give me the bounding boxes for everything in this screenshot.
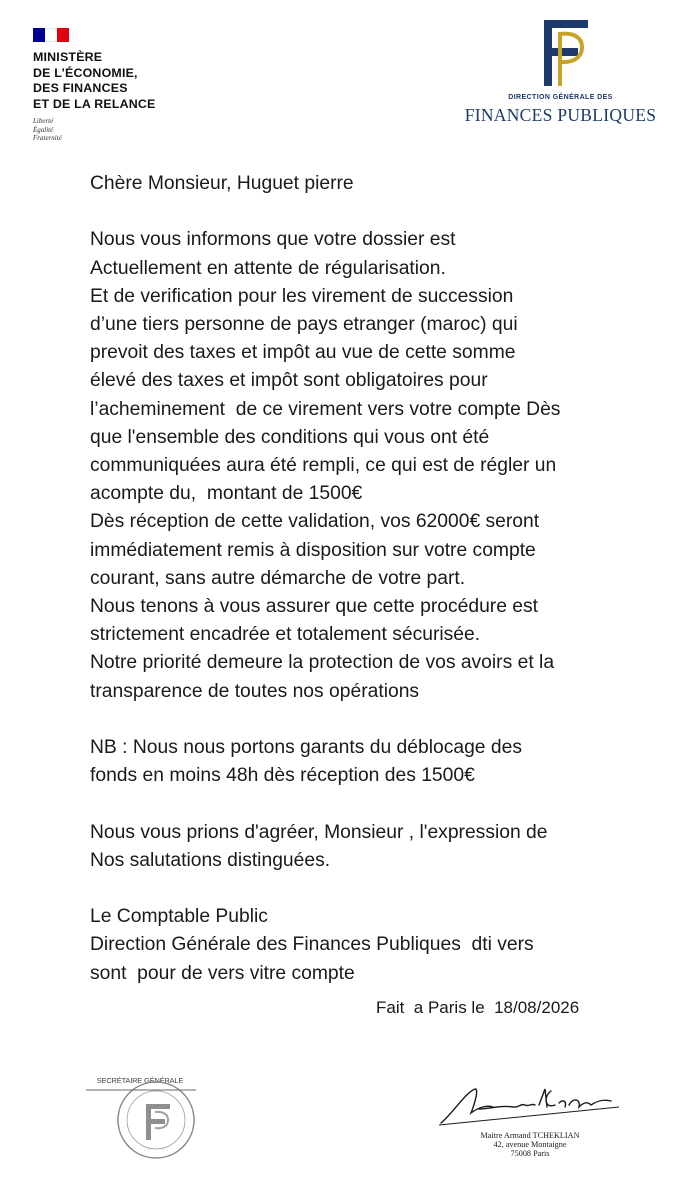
dgfip-title: FINANCES PUBLIQUES	[464, 105, 657, 125]
body-line: élevé des taxes et impôt sont obligatoires pour	[90, 370, 488, 392]
date-line: Fait a Paris le 18/08/2026	[376, 998, 580, 1017]
address-line: 75008 Paris	[510, 1149, 550, 1158]
body-line: Notre priorité demeure la protection de vos avoirs et la	[90, 652, 555, 674]
salutation: Chère Monsieur, Huguet pierre	[90, 173, 354, 194]
body-line: Dès réception de cette validation, vos 62000€ seront	[90, 511, 540, 533]
stamp-seal-icon	[84, 1068, 202, 1168]
signature-block	[435, 1083, 625, 1173]
letter-body	[90, 170, 665, 988]
signoff-line: sont pour de vers vitre compte	[90, 962, 355, 984]
body-line: communiquées aura été rempli, ce qui est de régler un	[90, 455, 557, 477]
motto-line: Liberté	[33, 117, 54, 125]
body-line: Nous tenons à vous assurer que cette procédure est	[90, 596, 539, 618]
body-line: prevoit des taxes et impôt au vue de cette somme	[90, 342, 516, 364]
address-line: 42, avenue Montaigne	[493, 1140, 567, 1149]
body-line: strictement encadrée et totalement sécurisée.	[90, 624, 481, 646]
official-stamp	[84, 1068, 202, 1168]
handwritten-signature	[435, 1083, 625, 1131]
ministry-name	[33, 50, 156, 112]
republic-motto	[33, 117, 156, 143]
ministry-line: ET DE LA RELANCE	[33, 96, 156, 111]
dgfip-subtitle: DIRECTION GÉNÉRALE DES	[508, 94, 613, 101]
nb-line: NB : Nous nous portons garants du déblocage des	[90, 737, 522, 759]
closing-line: Nous vous prions d'agréer, Monsieur , l'expression de	[90, 821, 548, 843]
body-line: l’acheminement de ce virement vers votre compte Dès	[90, 398, 561, 420]
address-line: Maitre Armand TCHEKLIAN	[480, 1131, 580, 1140]
signatory-address	[435, 1131, 625, 1158]
marianne-flag-icon	[33, 28, 69, 42]
closing-line: Nos salutations distinguées.	[90, 849, 331, 871]
body-line: Et de verification pour les virement de succession	[90, 285, 514, 307]
paragraph-gap	[90, 706, 665, 734]
ministry-logo	[33, 28, 156, 143]
ministry-line: MINISTÈRE	[33, 50, 103, 64]
signoff-line: Direction Générale des Finances Publiques dti vers	[90, 934, 534, 956]
body-line: Actuellement en attente de régularisation.	[90, 257, 446, 279]
body-line: Nous vous informons que votre dossier est	[90, 229, 456, 251]
paragraph-gap	[90, 875, 665, 903]
flag-red-stripe	[57, 28, 69, 42]
body-line: transparence de toutes nos opérations	[90, 680, 420, 702]
flag-blue-stripe	[33, 28, 45, 42]
signoff-line: Le Comptable Public	[90, 906, 268, 928]
motto-line: Égalité	[33, 125, 54, 134]
ministry-line: DES FINANCES	[33, 81, 128, 95]
paragraph-gap	[90, 198, 665, 226]
body-line: que l'ensemble des conditions qui vous ont été	[90, 426, 490, 448]
paragraph-gap	[90, 790, 665, 818]
fp-monogram-icon	[522, 14, 594, 90]
body-line: d’une tiers personne de pays etranger (maroc) qui	[90, 314, 518, 335]
body-line: immédiatement remis à disposition sur votre compte	[90, 539, 536, 561]
nb-line: fonds en moins 48h dès réception des 1500€	[90, 765, 475, 787]
flag-white-stripe	[45, 28, 57, 42]
ministry-line: DE L’ÉCONOMIE,	[33, 65, 138, 80]
motto-line: Fraternité	[33, 134, 62, 142]
stamp-label: SECRÉTAIRE GÉNÉRALE	[96, 1076, 184, 1085]
body-line: courant, sans autre démarche de votre part.	[90, 567, 466, 589]
body-line: acompte du, montant de 1500€	[90, 483, 363, 505]
